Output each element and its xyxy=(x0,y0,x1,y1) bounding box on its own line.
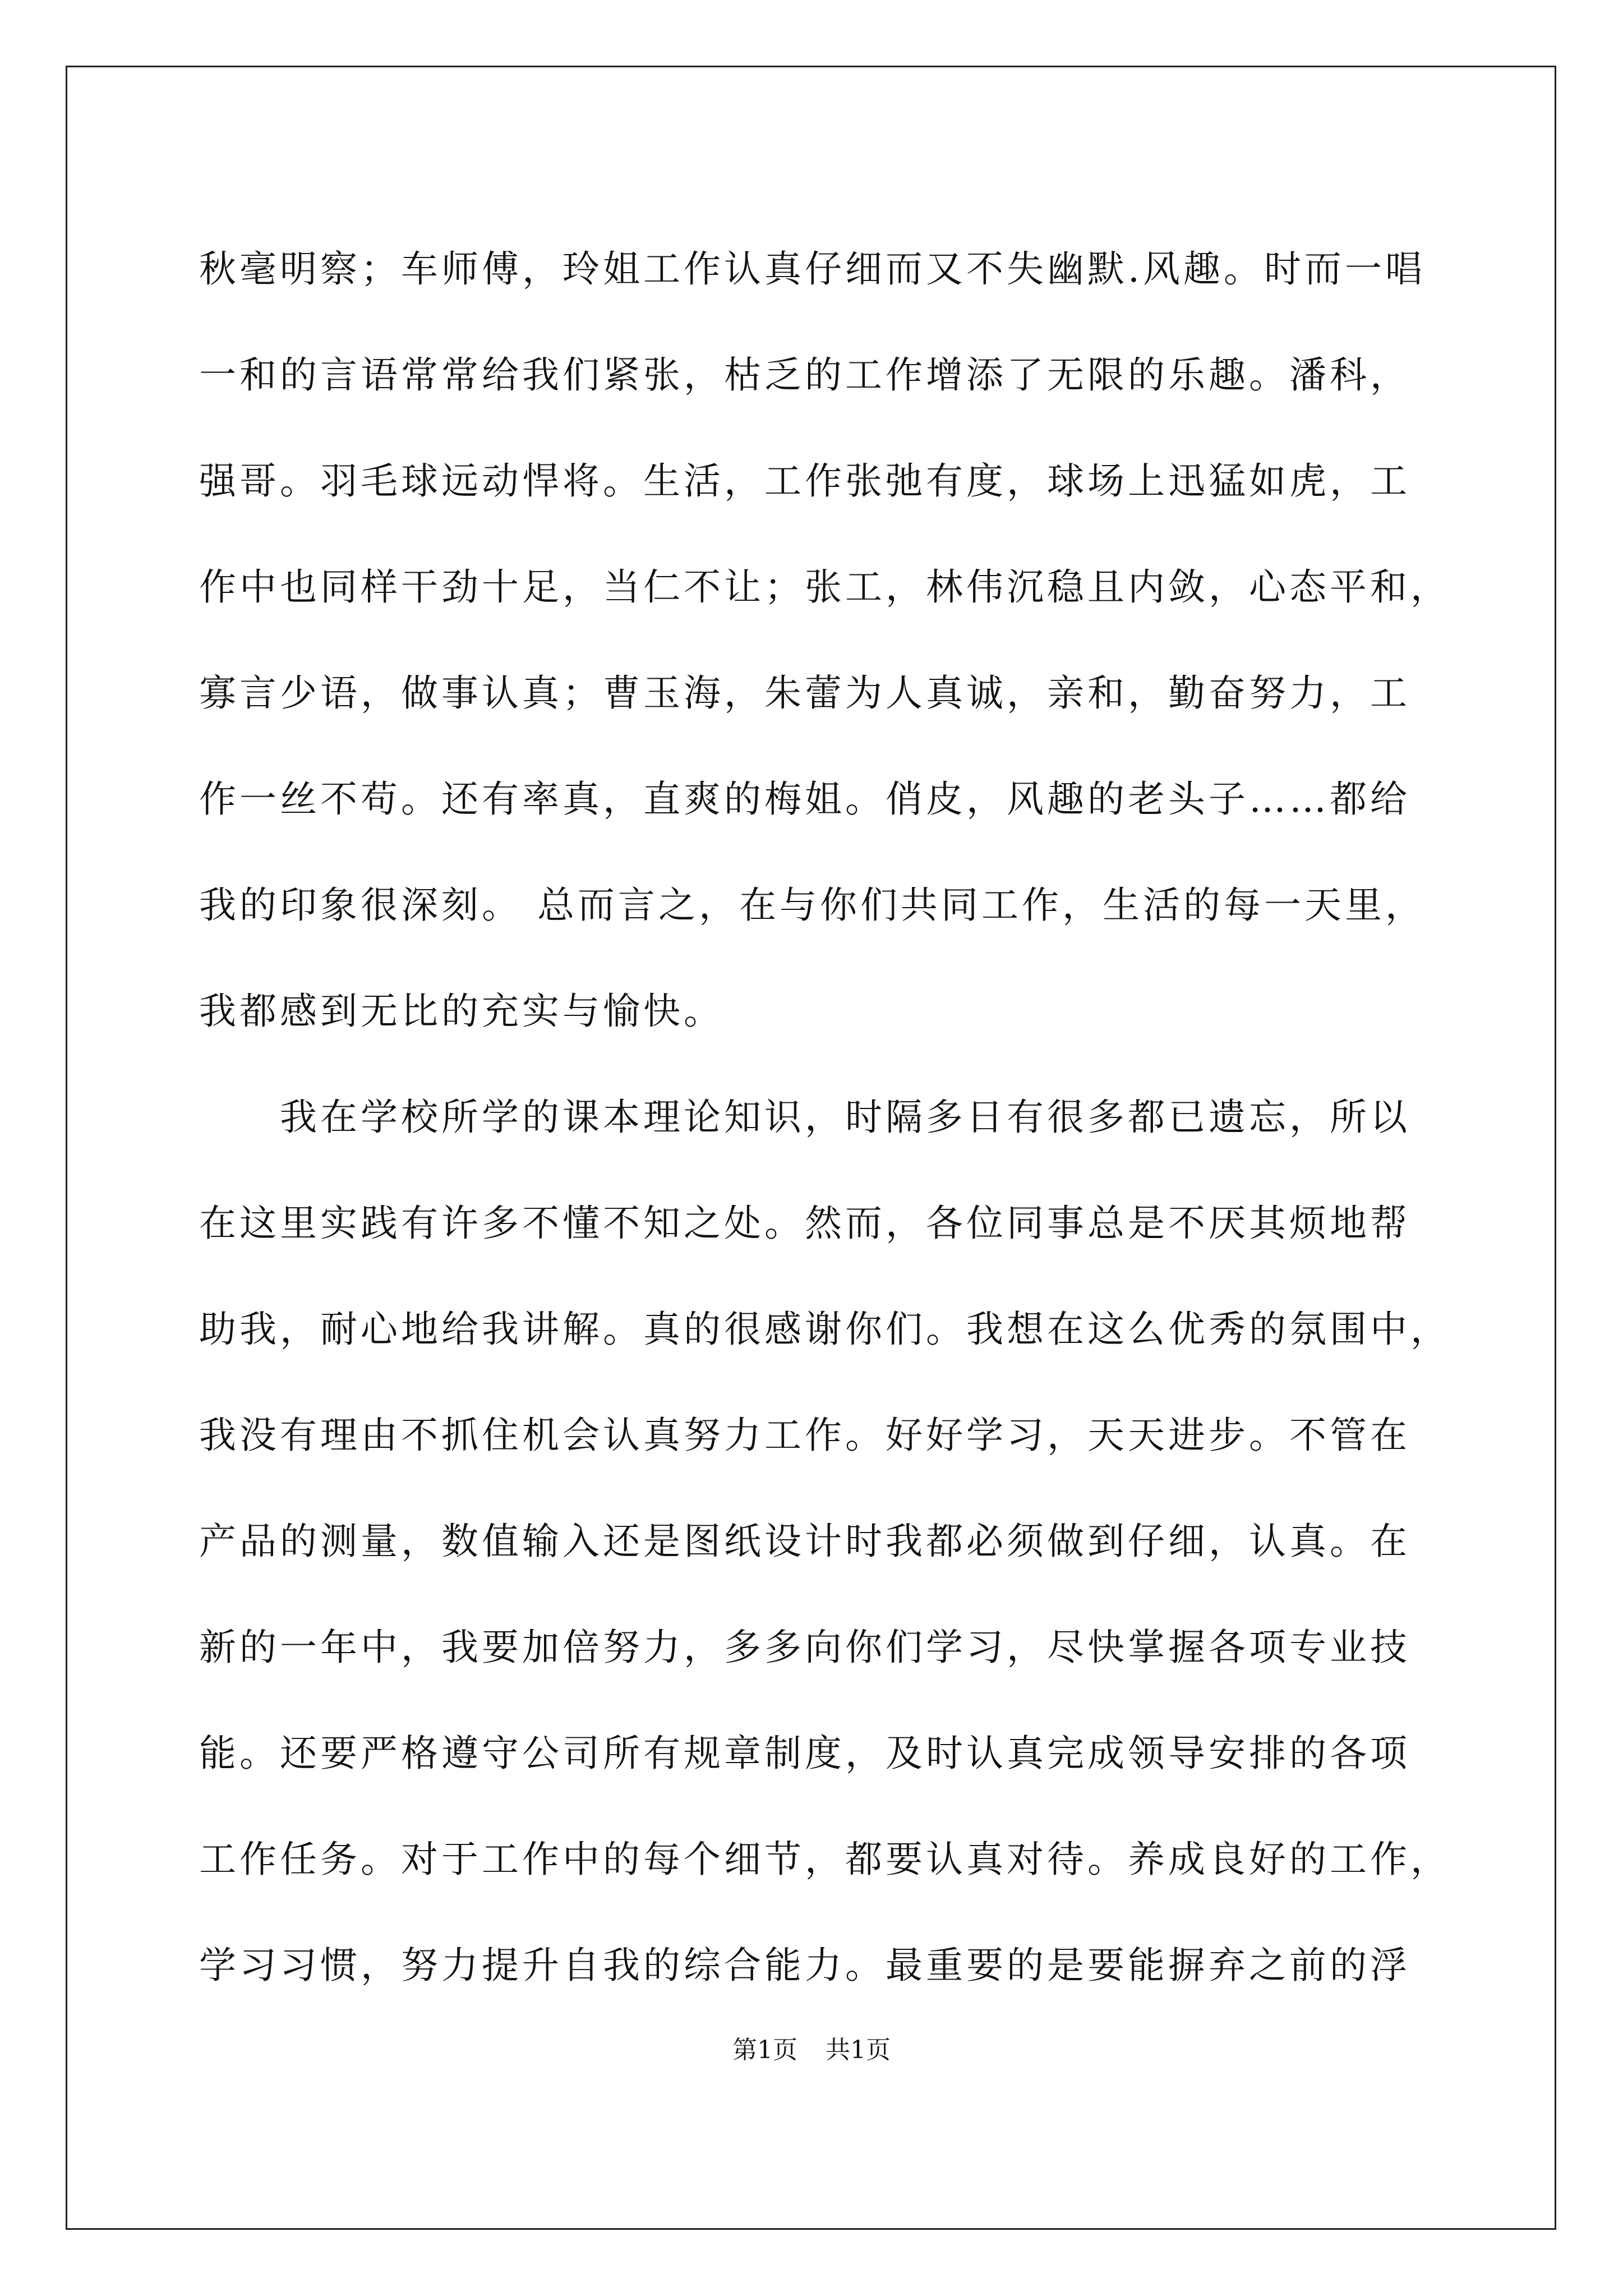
text-line: 秋毫明察；车师傅，玲姐工作认真仔细而又不失幽默.风趣。时而一唱 xyxy=(199,247,1426,291)
text-line: 一和的言语常常给我们紧张，枯乏的工作增添了无限的乐趣。潘科， xyxy=(199,353,1410,397)
text-line: 助我，耐心地给我讲解。真的很感谢你们。我想在这么优秀的氛围中， xyxy=(199,1308,1451,1351)
text-line: 学习习惯，努力提升自我的综合能力。最重要的是要能摒弃之前的浮 xyxy=(199,1944,1410,1987)
text-line: 在这里实践有许多不懂不知之处。然而，各位同事总是不厌其烦地帮 xyxy=(199,1202,1410,1245)
text-line: 工作任务。对于工作中的每个细节，都要认真对待。养成良好的工作， xyxy=(199,1838,1451,1881)
text-line: 强哥。羽毛球远动悍将。生活，工作张弛有度，球场上迅猛如虎，工 xyxy=(199,459,1410,503)
text-line: 产品的测量，数值输入还是图纸设计时我都必须做到仔细，认真。在 xyxy=(199,1520,1410,1563)
page-total: 共1页 xyxy=(826,2036,891,2064)
text-line: 寡言少语，做事认真；曹玉海，朱蕾为人真诚，亲和，勤奋努力，工 xyxy=(199,671,1410,715)
page-footer xyxy=(0,2033,1623,2067)
document-body xyxy=(199,216,1451,2018)
text-line: 我在学校所学的课本理论知识，时隔多日有很多都已遗忘，所以 xyxy=(199,1096,1410,1139)
text-line: 我都感到无比的充实与愉快。 xyxy=(199,990,724,1033)
text-line: 我的印象很深刻。 总而言之，在与你们共同工作，生活的每一天里， xyxy=(199,884,1426,927)
text-line: 我没有理由不抓住机会认真努力工作。好好学习，天天进步。不管在 xyxy=(199,1414,1410,1457)
text-line: 新的一年中，我要加倍努力，多多向你们学习，尽快掌握各项专业技 xyxy=(199,1626,1410,1669)
text-line: 作一丝不苟。还有率真，直爽的梅姐。俏皮，风趣的老头子……都给 xyxy=(199,777,1410,821)
page-number: 第1页 xyxy=(732,2036,797,2064)
text-line: 作中也同样干劲十足，当仁不让；张工，林伟沉稳且内敛，心态平和， xyxy=(199,565,1451,609)
text-line: 能。还要严格遵守公司所有规章制度，及时认真完成领导安排的各项 xyxy=(199,1732,1410,1775)
